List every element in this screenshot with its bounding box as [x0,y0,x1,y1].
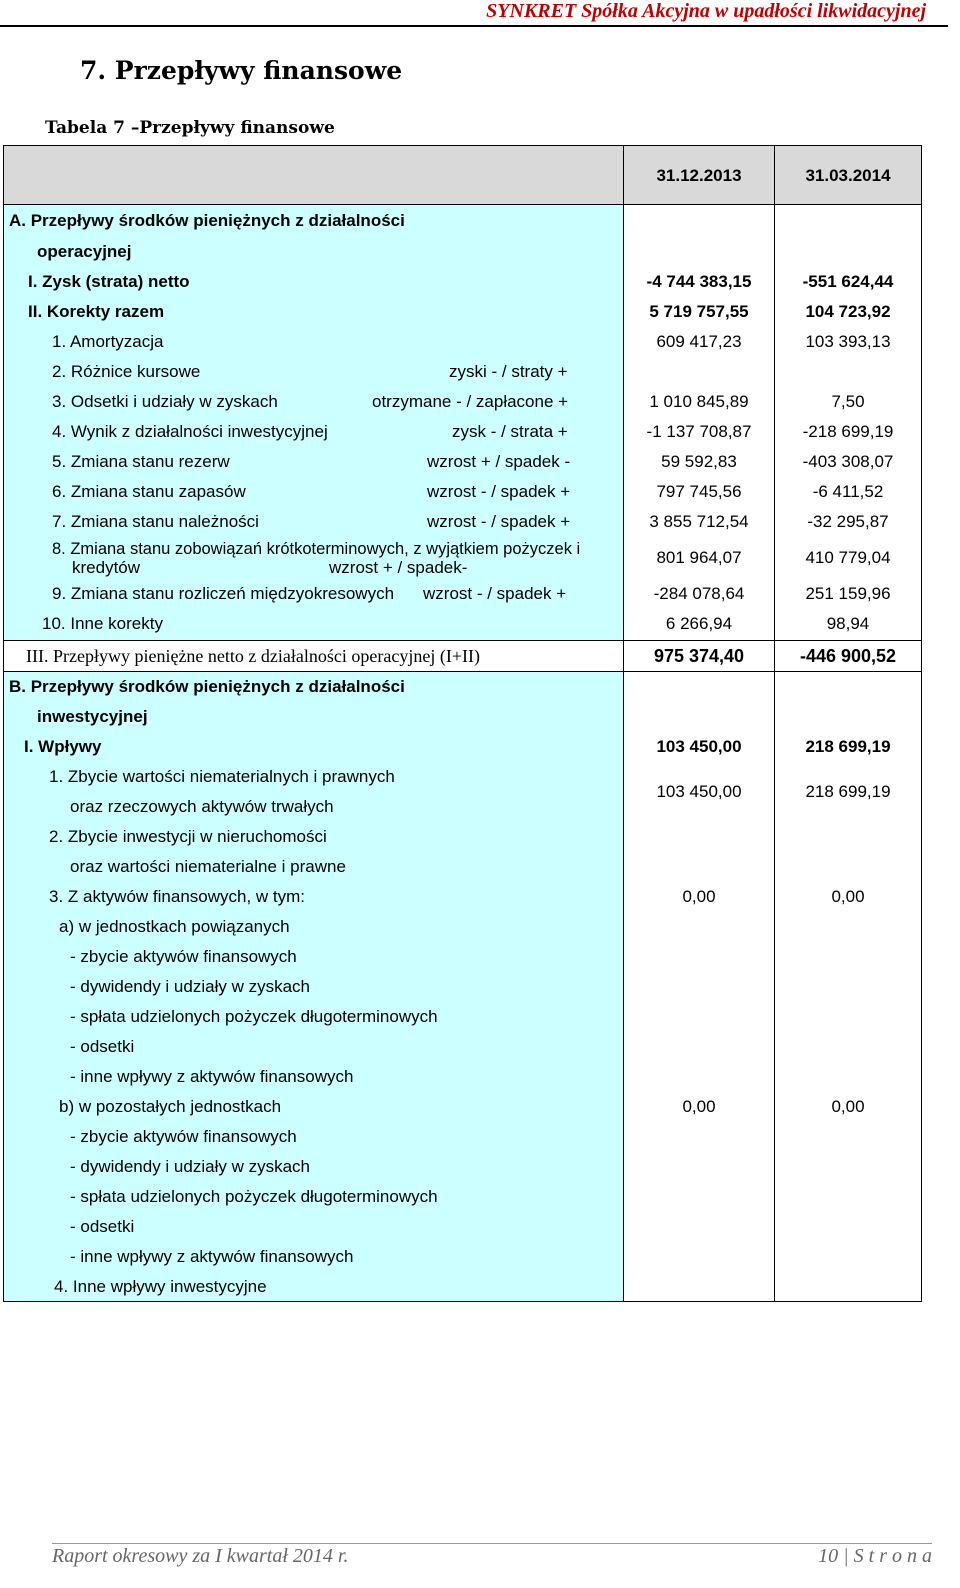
row-10-v2: 98,94 [826,614,870,633]
section-a-heading-cont: operacyjnej [37,242,132,261]
b-3-v2: 0,00 [831,887,865,906]
row-4-v1: -1 137 708,87 [646,422,752,441]
b-3b-item: - spłata udzielonych pożyczek długoterminowych [70,1187,438,1206]
column-header-2014: 31.03.2014 [805,166,891,185]
row-9-label: 9. Zmiana stanu rozliczeń międzyokresowych [52,584,395,603]
row-5-note: wzrost + / spadek - [427,452,571,471]
row-4-label: 4. Wynik z działalności inwestycyjnej [52,422,328,441]
row-8-note: wzrost + / spadek- [329,558,468,577]
row-ii-v1: 5 719 757,55 [649,302,749,321]
b-3b-item: - zbycie aktywów finansowych [70,1127,297,1146]
row-i-v2: -551 624,44 [802,272,894,291]
table-title: Tabela 7 –Przepływy finansowe [45,118,335,138]
b-3-label: 3. Z aktywów finansowych, w tym: [49,887,306,906]
row-5-v2: -403 308,07 [802,452,894,471]
section-title: 7. Przepływy finansowe [80,56,403,85]
row-ii-v2: 104 723,92 [805,302,891,321]
section-b-heading-cont: inwestycyjnej [37,707,148,726]
row-5-v1: 59 592,83 [661,452,737,471]
row-9-note: wzrost - / spadek + [423,584,567,603]
row-7-v2: -32 295,87 [807,512,889,531]
row-ii-label: II. Korekty razem [28,302,165,321]
b-3-v1: 0,00 [682,887,716,906]
row-1-v2: 103 393,13 [805,332,891,351]
b-3b-item: - dywidendy i udziały w zyskach [70,1157,310,1176]
row-2-note: zyski - / straty + [449,362,568,381]
b-3b-item: - inne wpływy z aktywów finansowych [70,1247,354,1266]
section-b-heading: B. Przepływy środków pieniężnych z działalności [9,677,405,696]
row-i-label: I. Zysk (strata) netto [28,272,190,291]
row-6-v1: 797 745,56 [656,482,742,501]
company-name: SYNKRET Spółka Akcyjna w upadłości likwidacyjnej [486,0,926,22]
b-1-label: 1. Zbycie wartości niematerialnych i prawnych [49,767,395,786]
b-3a-item: - inne wpływy z aktywów finansowych [70,1067,354,1086]
b-3a-item: - spłata udzielonych pożyczek długoterminowych [70,1007,438,1026]
b-1-v1: 103 450,00 [656,782,742,801]
row-10-v1: 6 266,94 [665,614,733,633]
page-header [0,0,948,27]
b-3a-item: - zbycie aktywów finansowych [70,947,297,966]
row-iii-top-border [4,640,921,641]
row-iii-bottom-border [4,671,921,672]
footer-report-title: Raport okresowy za I kwartał 2014 r. [52,1545,349,1567]
row-1-label: 1. Amortyzacja [52,332,164,351]
b-3b-v2: 0,00 [831,1097,865,1116]
row-3-note: otrzymane - / zapłacone + [372,392,569,411]
row-4-note: zysk - / strata + [452,422,568,441]
b-i-label: I. Wpływy [24,737,102,756]
column-header-2013: 31.12.2013 [656,166,742,185]
cash-flow-table [3,145,922,1302]
row-8-label-cont: kredytów [72,558,141,577]
b-3b-item: - odsetki [70,1217,135,1236]
b-3b-v1: 0,00 [682,1097,716,1116]
b-i-v2: 218 699,19 [805,737,891,756]
b-1-v2: 218 699,19 [805,782,891,801]
b-4-label: 4. Inne wpływy inwestycyjne [54,1277,267,1296]
row-9-v2: 251 159,96 [805,584,891,603]
b-3a-item: - dywidendy i udziały w zyskach [70,977,310,996]
row-9-v1: -284 078,64 [653,584,745,603]
row-iii-v2: -446 900,52 [799,646,897,666]
row-7-v1: 3 855 712,54 [649,512,749,531]
row-3-v1: 1 010 845,89 [649,392,749,411]
row-6-v2: -6 411,52 [812,482,884,501]
b-3a-label: a) w jednostkach powiązanych [59,917,290,936]
footer-rule [52,1543,932,1544]
row-5-label: 5. Zmiana stanu rezerw [52,452,230,471]
row-8-label: 8. Zmiana stanu zobowiązań krótkoterminowych, z wyjątkiem pożyczek i [52,540,581,558]
row-1-v1: 609 417,23 [656,332,742,351]
b-1-label-cont: oraz rzeczowych aktywów trwałych [70,797,334,816]
row-7-label: 7. Zmiana stanu należności [52,512,259,531]
row-i-v1: -4 744 383,15 [646,272,752,291]
b-3b-label: b) w pozostałych jednostkach [59,1097,282,1116]
footer-page-number: 10 | S t r o n a [818,1545,932,1567]
row-3-label: 3. Odsetki i udziały w zyskach [52,392,278,411]
row-4-v2: -218 699,19 [802,422,894,441]
header-row-border [4,204,921,205]
b-3a-item: - odsetki [70,1037,135,1056]
row-iii-label: III. Przepływy pieniężne netto z działalności operacyjnej (I+II) [26,646,480,666]
row-8-v1: 801 964,07 [656,548,742,567]
row-10-label: 10. Inne korekty [42,614,163,633]
row-iii-v1: 975 374,40 [653,646,745,666]
b-2-label-cont: oraz wartości niematerialne i prawne [70,857,346,876]
row-3-v2: 7,50 [831,392,865,411]
b-2-label: 2. Zbycie inwestycji w nieruchomości [49,827,327,846]
row-7-note: wzrost - / spadek + [427,512,571,531]
row-2-label: 2. Różnice kursowe [52,362,201,381]
row-8-v2: 410 779,04 [805,548,891,567]
row-6-label: 6. Zmiana stanu zapasów [52,482,246,501]
section-a-heading: A. Przepływy środków pieniężnych z działalności [9,211,405,230]
row-6-note: wzrost - / spadek + [427,482,571,501]
b-i-v1: 103 450,00 [656,737,742,756]
